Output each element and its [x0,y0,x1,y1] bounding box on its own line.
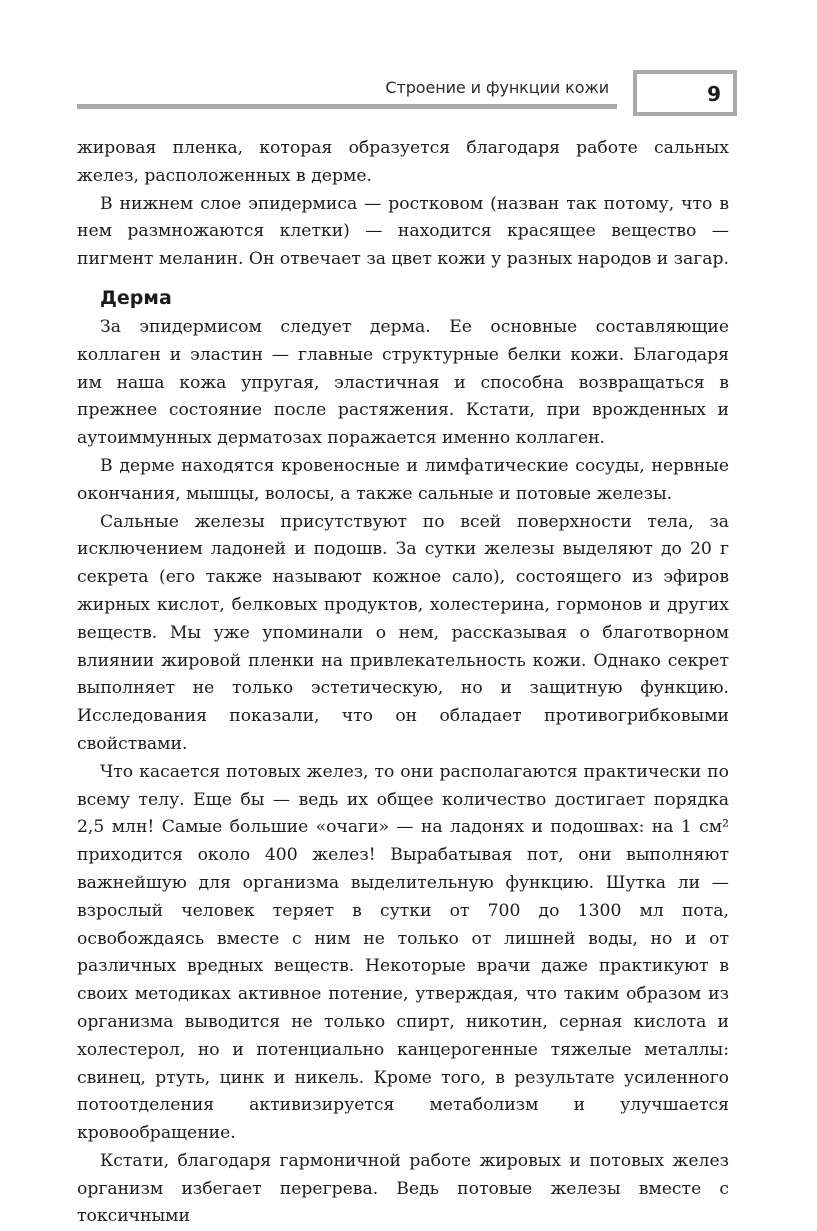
page-number: 9 [707,82,721,106]
paragraph: жировая пленка, которая образуется благодаря работе сальных желез, расположенных в дерме. [77,138,729,186]
chapter-title: Строение и функции кожи [385,78,609,97]
paragraph: В дерме находятся кровеносные и лимфатические сосуды, нервные окончания, мышцы, волосы, а также сальные и потовые железы. [77,455,729,504]
paragraph: В нижнем слое эпидермиса — ростковом (назван так потому, что в нем размножаются клетки) — находится красящее вещество — пигмент меланин. Он отвечает за цвет кожи у разных народов и загар. [77,193,730,270]
section-heading: Дерма [100,286,172,309]
header-rule [77,104,617,109]
running-head [77,70,737,122]
body-text [77,135,729,1231]
paragraph: Кстати, благодаря гармоничной работе жировых и потовых желез организм избегает перегрева. Ведь потовые железы вместе с токсичными [77,1150,729,1227]
page-number-box [633,70,737,116]
paragraph: За эпидермисом следует дерма. Ее основные составляющие коллаген и эластин — главные структурные белки кожи. Благодаря им наша кожа упругая, эластичная и способна возвращаться в прежнее состояние после растяжения. Кстати, при врожденных и аутоиммунных дерматозах поражается именно коллаген. [77,316,729,449]
paragraph: Сальные железы присутствуют по всей поверхности тела, за исключением ладоней и подошв. За сутки железы выделяют до 20 г секрета (его также называют кожное сало), состоящего из эфиров жирных кислот, белковых продуктов, холестерина, гормонов и других веществ. Мы уже упоминали о нем, рассказывая о благотворном влиянии жировой пленки на привлекательность кожи. Однако секрет выполняет не только эстетическую, но и защитную функцию. Исследования показали, что он обладает противогрибковыми свойствами. [77,511,729,754]
paragraph: Что касается потовых желез, то они располагаются практически по всему телу. Еще бы — ведь их общее количество достигает порядка 2,5 млн! Самые большие «очаги» — на ладонях и подошвах: на 1 см² приходится около 400 желез! Вырабатывая пот, они выполняют важнейшую для организма выделительную функцию. Шутка ли — взрослый человек теряет в сутки от 700 до 1300 мл пота, освобождаясь вместе с ним не только от лишней воды, но и от различных вредных веществ. Некоторые врачи даже практикуют в своих методиках активное потение, утверждая, что таким образом из организма выводится не только спирт, никотин, серная кислота и холестерол, но и потенциально канцерогенные тяжелые металлы: свинец, ртуть, цинк и никель. Кроме того, в результате усиленного потоотделения активизируется метаболизм и улучшается кровообращение. [77,761,729,1144]
